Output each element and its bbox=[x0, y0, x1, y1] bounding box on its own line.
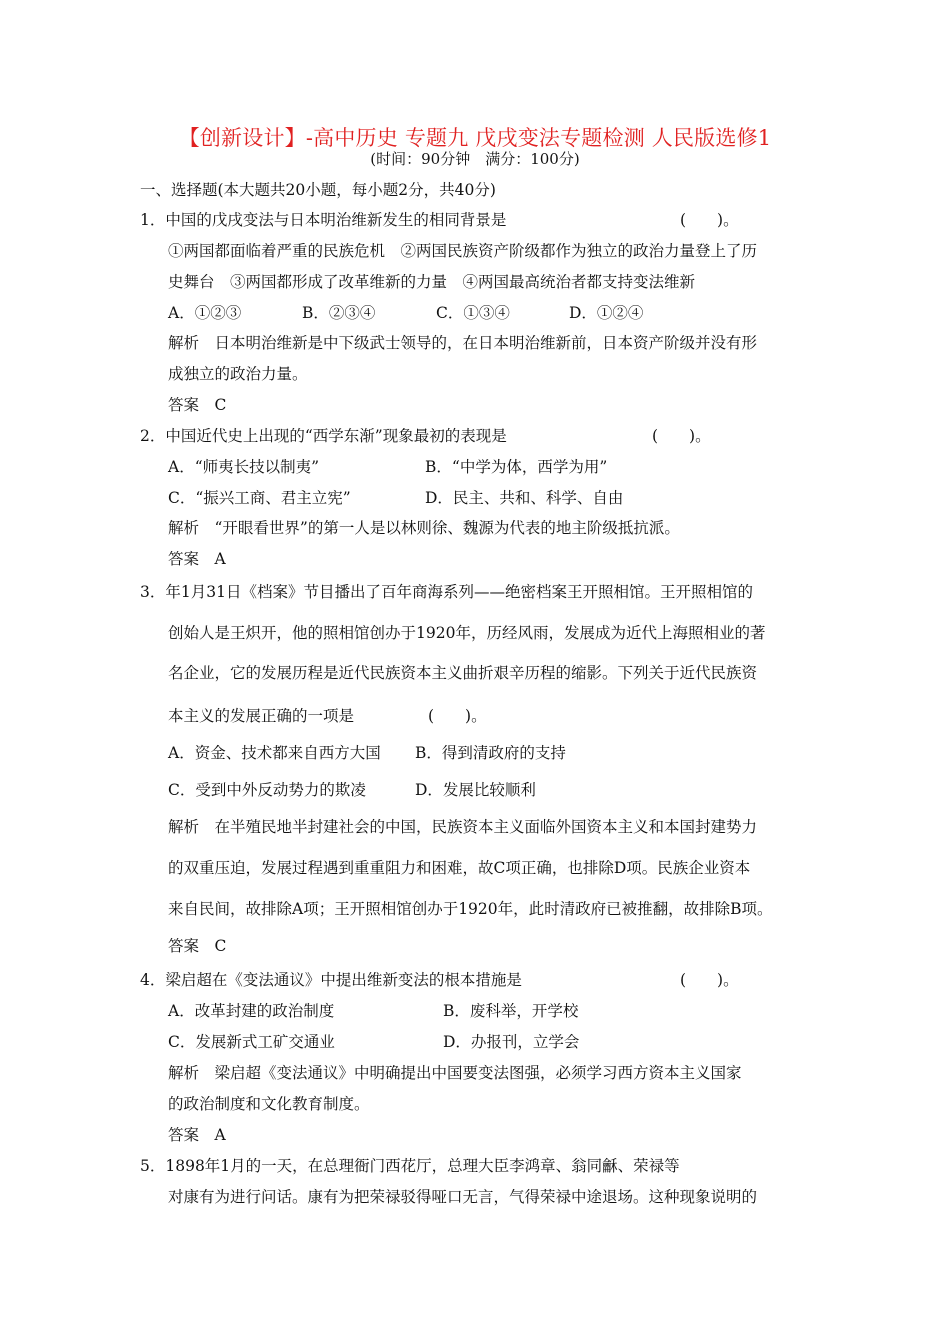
q3-explanation-line-2: 的双重压迫，发展过程遇到重重阻力和困难，故C项正确，也排除D项。民族企业资本 bbox=[168, 859, 751, 877]
document-title: 【创新设计】-高中历史 专题九 戊戌变法专题检测 人民版选修1 bbox=[178, 126, 772, 150]
q1-explanation-line-1: 解析 日本明治维新是中下级武士领导的，在日本明治维新前，日本资产阶级并没有形 bbox=[168, 334, 758, 352]
q3-stem-line-3: 名企业，它的发展历程是近代民族资本主义曲折艰辛历程的缩影。下列关于近代民族资 bbox=[168, 664, 758, 682]
q1-statement-line-2: 史舞台 ③两国都形成了改革维新的力量 ④两国最高统治者都支持变法维新 bbox=[168, 273, 696, 291]
q2-option-c: C．“振兴工商、君主立宪” bbox=[168, 489, 351, 507]
q3-explanation-line-3: 来自民间，故排除A项；王开照相馆创办于1920年，此时清政府已被推翻，故排除B项。 bbox=[168, 900, 773, 918]
q4-option-a: A．改革封建的政治制度 bbox=[168, 1002, 335, 1020]
q1-stem: 1．中国的戊戌变法与日本明治维新发生的相同背景是 bbox=[140, 211, 507, 229]
q4-option-d: D．办报刊，立学会 bbox=[443, 1033, 580, 1051]
q3-stem-line-2: 创始人是王炽开，他的照相馆创办于1920年，历经风雨，发展成为近代上海照相业的著 bbox=[168, 624, 766, 642]
q2-stem: 2．中国近代史上出现的“西学东渐”现象最初的表现是 bbox=[140, 427, 507, 445]
q3-option-c: C．受到中外反动势力的欺凌 bbox=[168, 781, 366, 799]
q4-answer-blank: ( )。 bbox=[680, 971, 739, 989]
q4-option-c: C．发展新式工矿交通业 bbox=[168, 1033, 335, 1051]
q1-option-a: A．①②③ bbox=[168, 304, 242, 322]
q3-explanation-line-1: 解析 在半殖民地半封建社会的中国，民族资本主义面临外国资本主义和本国封建势力 bbox=[168, 818, 758, 836]
q4-option-b: B．废科举，开学校 bbox=[443, 1002, 579, 1020]
q1-option-c: C．①③④ bbox=[436, 304, 510, 322]
exam-info: (时间：90分钟 满分：100分) bbox=[370, 150, 580, 168]
q1-statement-line-1: ①两国都面临着严重的民族危机 ②两国民族资产阶级都作为独立的政治力量登上了历 bbox=[168, 242, 758, 260]
q5-stem-line-1: 5．1898年1月的一天，在总理衙门西花厅，总理大臣李鸿章、翁同龢、荣禄等 bbox=[140, 1157, 680, 1175]
q1-option-d: D．①②④ bbox=[569, 304, 644, 322]
q3-answer-blank: ( )。 bbox=[428, 707, 487, 725]
q4-explanation-line-2: 的政治制度和文化教育制度。 bbox=[168, 1095, 370, 1113]
q1-option-b: B．②③④ bbox=[302, 304, 376, 322]
q3-answer: 答案 C bbox=[168, 937, 227, 955]
q1-explanation-line-2: 成独立的政治力量。 bbox=[168, 365, 308, 383]
q3-stem-line-4: 本主义的发展正确的一项是 bbox=[168, 707, 355, 725]
q2-answer-blank: ( )。 bbox=[652, 427, 711, 445]
q2-answer: 答案 A bbox=[168, 550, 226, 568]
q1-answer: 答案 C bbox=[168, 396, 227, 414]
q5-stem-line-2: 对康有为进行问话。康有为把荣禄驳得哑口无言，气得荣禄中途退场。这种现象说明的 bbox=[168, 1188, 758, 1206]
q4-answer: 答案 A bbox=[168, 1126, 226, 1144]
q2-explanation: 解析 “开眼看世界”的第一人是以林则徐、魏源为代表的地主阶级抵抗派。 bbox=[168, 519, 680, 537]
q3-option-b: B．得到清政府的支持 bbox=[415, 744, 566, 762]
q2-option-a: A．“师夷长技以制夷” bbox=[168, 458, 320, 476]
q1-answer-blank: ( )。 bbox=[680, 211, 739, 229]
q2-option-d: D．民主、共和、科学、自由 bbox=[425, 489, 624, 507]
q3-option-a: A．资金、技术都来自西方大国 bbox=[168, 744, 381, 762]
section-heading: 一、选择题(本大题共20小题，每小题2分，共40分) bbox=[140, 181, 496, 199]
q2-option-b: B．“中学为体，西学为用” bbox=[425, 458, 608, 476]
q3-stem-line-1: 3．年1月31日《档案》节目播出了百年商海系列——绝密档案王开照相馆。王开照相馆的 bbox=[140, 583, 753, 601]
q4-explanation-line-1: 解析 梁启超《变法通议》中明确提出中国要变法图强，必须学习西方资本主义国家 bbox=[168, 1064, 742, 1082]
q4-stem: 4．梁启超在《变法通议》中提出维新变法的根本措施是 bbox=[140, 971, 522, 989]
q3-option-d: D．发展比较顺利 bbox=[415, 781, 536, 799]
